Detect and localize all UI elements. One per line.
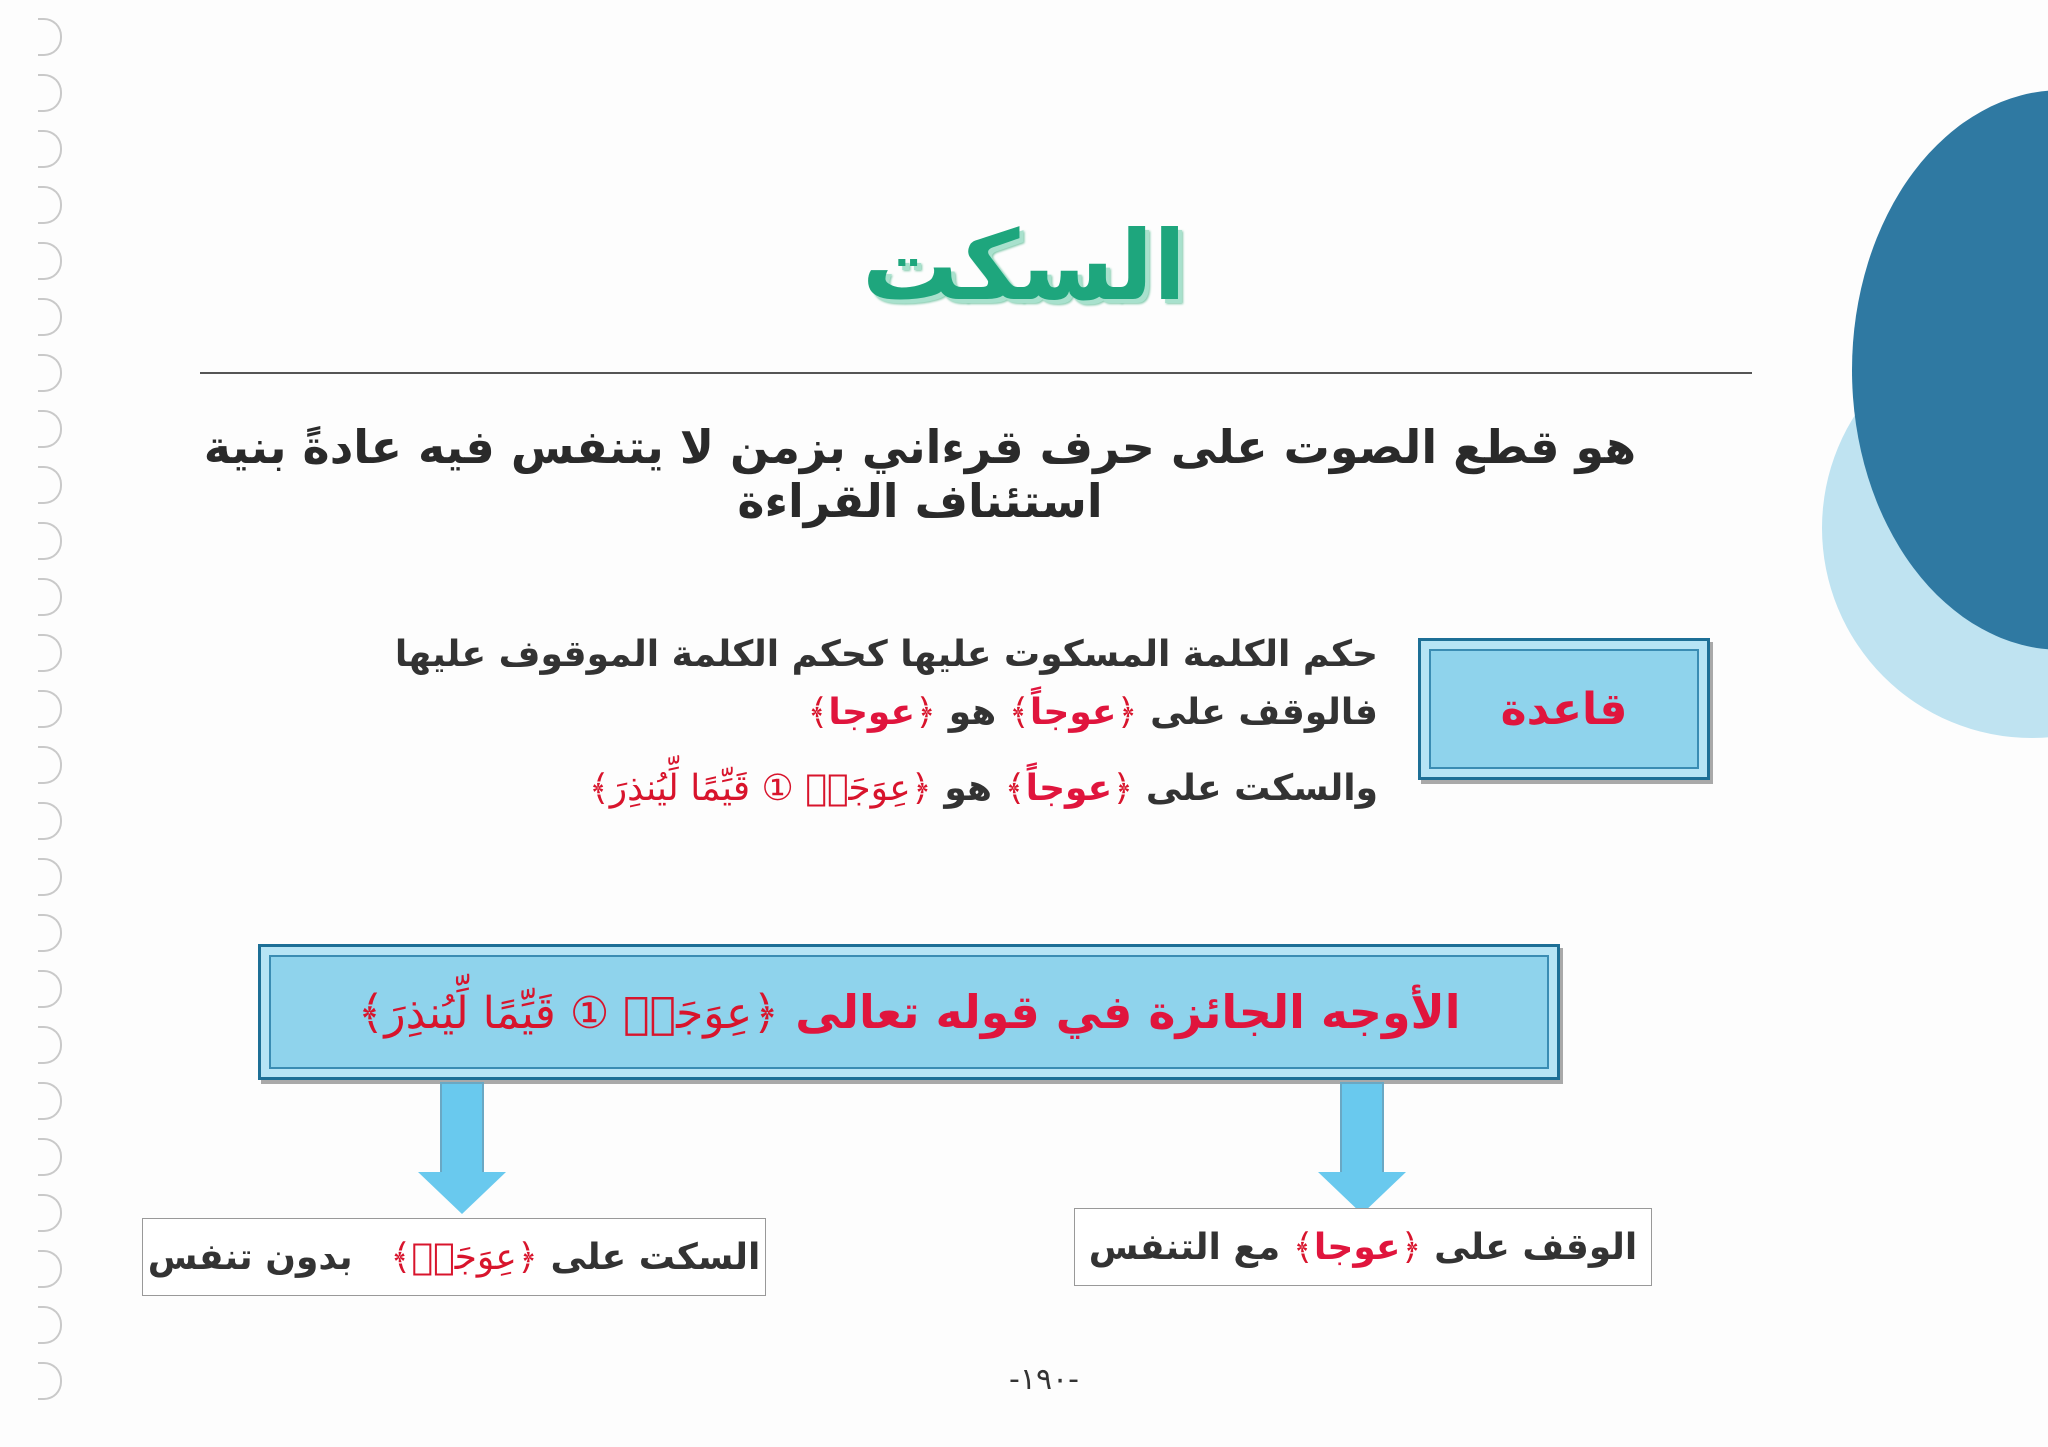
- pause-word: عوجاً: [1025, 768, 1113, 809]
- definition-text: هو قطع الصوت على حرف قرءاني بزمن لا يتنفس فيه عادةً بنية استئناف القراءة: [203, 420, 1637, 528]
- ways-verse: عِوَجَاۜ ① قَيِّمًا لِّيُنذِرَ: [384, 988, 753, 1039]
- option-pause-suffix: بدون تنفس: [147, 1236, 353, 1278]
- option-stop-suffix: مع التنفس: [1088, 1226, 1281, 1268]
- option-stop-prefix: الوقف على: [1434, 1226, 1638, 1268]
- page-number: -١٩٠-: [1009, 1362, 1079, 1397]
- arrow-down-right-icon: [1318, 1082, 1406, 1216]
- stop-middle: هو: [948, 692, 997, 733]
- rule-box: [1418, 638, 1710, 780]
- ornament-close: ﴾: [588, 768, 610, 809]
- ornament-open: ﴿: [1116, 692, 1138, 733]
- option-pause-prefix: السكت على: [550, 1236, 761, 1278]
- ornament-open: ﴿: [1400, 1226, 1422, 1268]
- ways-box: [258, 944, 1560, 1080]
- stop-prefix: فالوقف على: [1150, 692, 1378, 733]
- ornament-close: ﴾: [1292, 1226, 1314, 1268]
- pause-middle: هو: [944, 768, 992, 809]
- rule-example-stop: [807, 692, 1378, 733]
- ways-heading: الأوجه الجائزة في قوله تعالى: [795, 985, 1461, 1039]
- ornament-close: ﴾: [1008, 692, 1030, 733]
- ornament-close: ﴾: [807, 692, 829, 733]
- ornament-open: ﴿: [915, 692, 937, 733]
- option-pause-word: عِوَجَاۜ: [411, 1236, 517, 1278]
- stop-word-1: عوجاً: [1029, 692, 1117, 733]
- ornament-close: ﴾: [357, 985, 385, 1039]
- ring-binding: [38, 18, 68, 1438]
- ornament-close: ﴾: [1004, 768, 1026, 809]
- ornament-open: ﴿: [910, 768, 932, 809]
- ways-heading-line: [357, 985, 1460, 1039]
- option-stop: [1074, 1208, 1652, 1286]
- page-title: السكت: [861, 210, 1187, 322]
- rule-statement: حكم الكلمة المسكوت عليها كحكم الكلمة الموقوف عليها: [394, 634, 1378, 675]
- ornament-open: ﴿: [1112, 768, 1134, 809]
- ornament-open: ﴿: [752, 985, 780, 1039]
- pause-verse: عِوَجَاۜ ① قَيِّمًا لِّيُنذِرَ: [609, 768, 911, 809]
- rule-label: قاعدة: [1500, 683, 1628, 735]
- stop-word-2: عوجا: [828, 692, 916, 733]
- option-pause: [142, 1218, 766, 1296]
- ornament-close: ﴾: [390, 1236, 412, 1278]
- ornament-open: ﴿: [516, 1236, 538, 1278]
- arrow-down-left-icon: [418, 1082, 506, 1216]
- pause-prefix: والسكت على: [1145, 768, 1378, 809]
- title-divider: [200, 372, 1752, 374]
- option-stop-word: عوجا: [1313, 1226, 1401, 1268]
- rule-example-pause: [589, 768, 1378, 809]
